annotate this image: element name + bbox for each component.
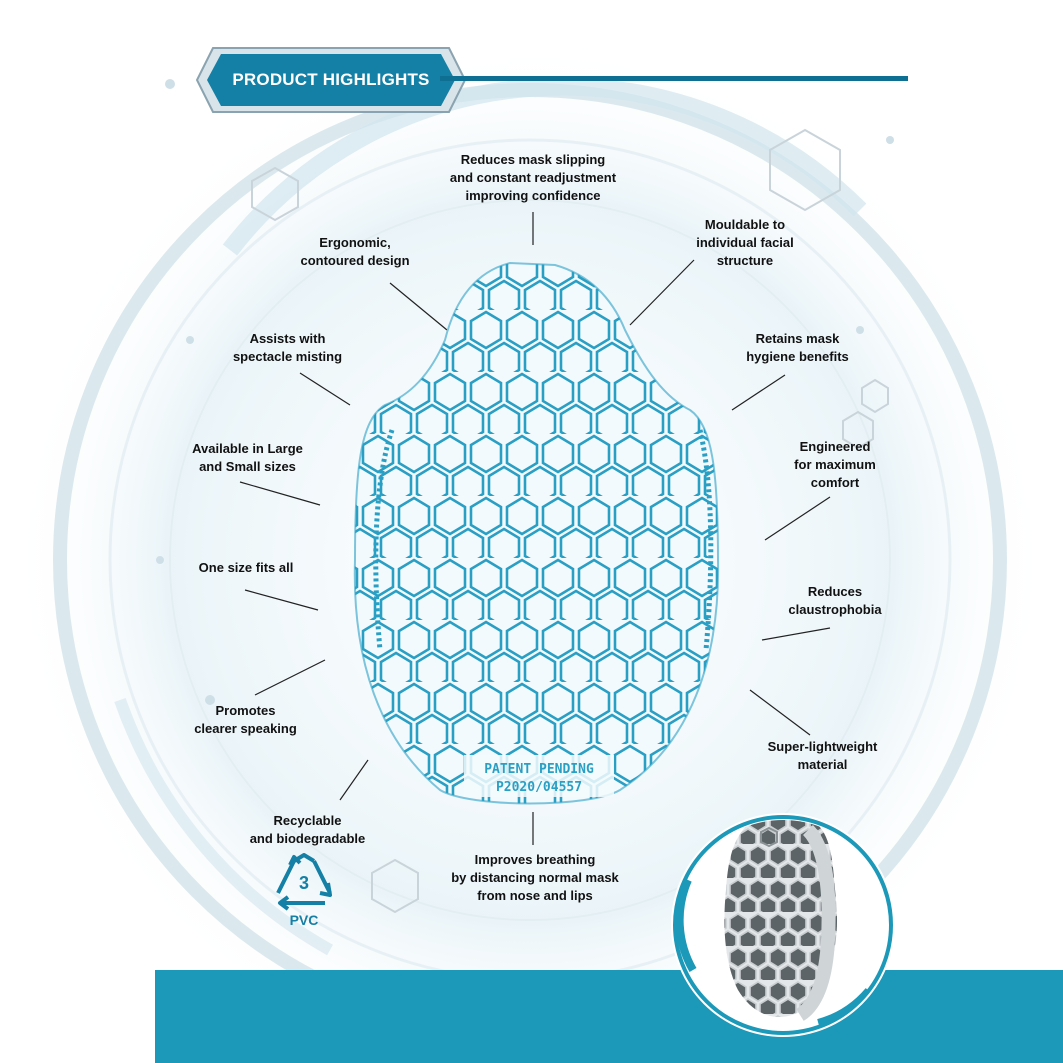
label-claustro: Reduces claustrophobia — [788, 584, 882, 617]
banner-title: PRODUCT HIGHLIGHTS — [232, 70, 430, 89]
label-mouldable: Mouldable to individual facial structure — [696, 217, 794, 268]
recycle-number: 3 — [298, 873, 309, 893]
label-comfort: Engineered for maximum comfort — [794, 439, 876, 490]
mask-text-line2: P2020/04557 — [495, 780, 583, 795]
label-lightweight: Super-lightweight material — [767, 739, 878, 772]
mask-text-line1: PATENT PENDING — [484, 762, 594, 777]
label-onesize: One size fits all — [198, 560, 294, 575]
label-speaking: Promotes clearer speaking — [194, 703, 297, 736]
label-sizes: Available in Large and Small sizes — [192, 441, 303, 474]
label-recyclable: Recyclable and biodegradable — [249, 813, 366, 846]
label-slipping: Reduces mask slipping and constant readjustment improving confidence — [449, 152, 617, 203]
recycle-material: PVC — [289, 912, 319, 928]
label-ergonomic: Ergonomic, contoured design — [300, 235, 410, 268]
label-breathing: Improves breathing by distancing normal mask from nose and lips — [451, 852, 619, 903]
label-spectacle: Assists with spectacle misting — [232, 331, 343, 364]
mask-photo-inset — [668, 810, 898, 1040]
label-hygiene: Retains mask hygiene benefits — [746, 331, 849, 364]
bottom-band — [155, 970, 1063, 1063]
